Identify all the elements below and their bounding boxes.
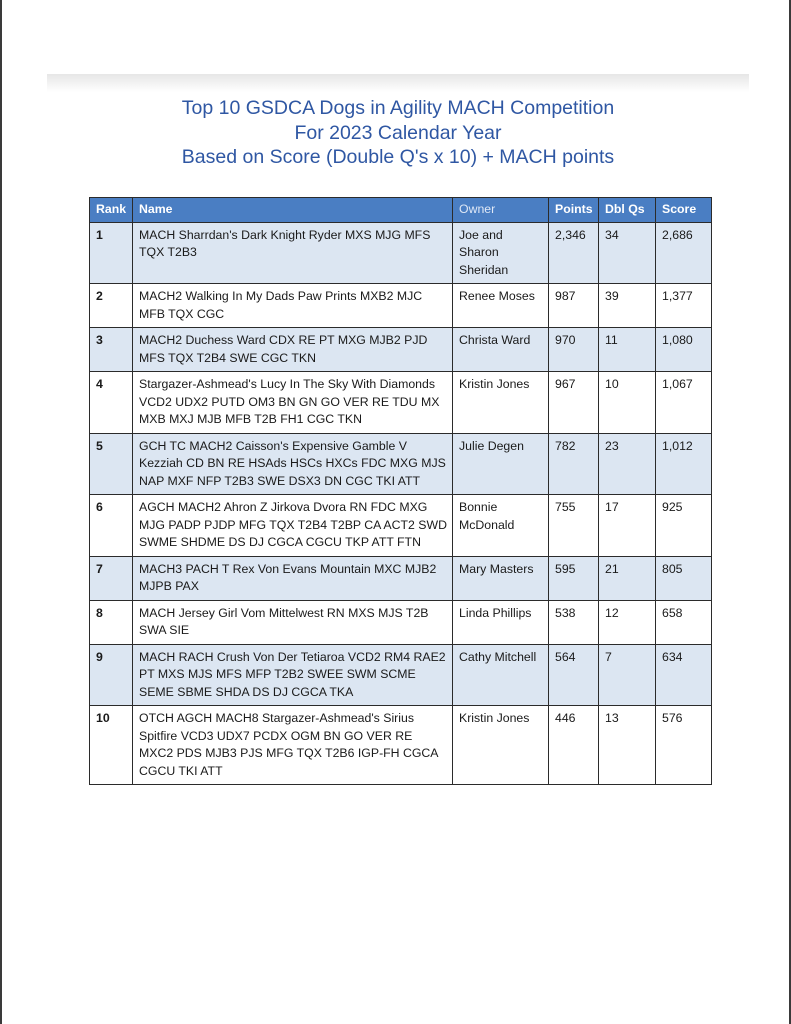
title-line-3: Based on Score (Double Q's x 10) + MACH points <box>181 146 615 168</box>
dbl-qs-cell: 34 <box>599 222 656 284</box>
table-row <box>90 706 712 785</box>
dog-name-cell: MACH3 PACH T Rex Von Evans Mountain MXC MJB2 MJPB PAX <box>133 556 453 600</box>
owner-cell: Christa Ward <box>453 328 549 372</box>
points-cell: 782 <box>549 433 599 495</box>
header-owner: Owner <box>453 198 549 223</box>
points-cell: 538 <box>549 600 599 644</box>
score-cell: 1,377 <box>656 284 712 328</box>
ranking-table <box>89 197 712 785</box>
title-line-1: Top 10 GSDCA Dogs in Agility MACH Competition <box>181 97 615 119</box>
table-row <box>90 433 712 495</box>
dog-name-cell: MACH Jersey Girl Vom Mittelwest RN MXS MJS T2B SWA SIE <box>133 600 453 644</box>
header-dbl-qs: Dbl Qs <box>599 198 656 223</box>
title-line-2: For 2023 Calendar Year <box>294 121 502 144</box>
dog-name-cell: OTCH AGCH MACH8 Stargazer-Ashmead's Sirius Spitfire VCD3 UDX7 PCDX OGM BN GO VER RE MXC2 PDS MJB3 PJS MFG TQX T2B6 IGP-FH CGCA CGCU TKI ATT <box>133 706 453 785</box>
points-cell: 564 <box>549 644 599 706</box>
score-cell: 2,686 <box>656 222 712 284</box>
owner-cell: Linda Phillips <box>453 600 549 644</box>
dbl-qs-cell: 23 <box>599 433 656 495</box>
rank-cell: 6 <box>90 495 133 557</box>
rank-cell: 4 <box>90 372 133 434</box>
dog-name-cell: MACH RACH Crush Von Der Tetiaroa VCD2 RM4 RAE2 PT MXS MJS MFS MFP T2B2 SWEE SWM SCME SEME SBME SHDA DS DJ CGCA TKA <box>133 644 453 706</box>
dog-name-cell: MACH2 Walking In My Dads Paw Prints MXB2 MJC MFB TQX CGC <box>133 284 453 328</box>
points-cell: 2,346 <box>549 222 599 284</box>
header-score: Score <box>656 198 712 223</box>
rank-cell: 5 <box>90 433 133 495</box>
dog-name-cell: AGCH MACH2 Ahron Z Jirkova Dvora RN FDC MXG MJG PADP PJDP MFG TQX T2B4 T2BP CA ACT2 SWD SWME SHDME DS DJ CGCA CGCU TKP ATT FTN <box>133 495 453 557</box>
page-title <box>47 96 749 170</box>
rank-cell: 2 <box>90 284 133 328</box>
owner-cell: Renee Moses <box>453 284 549 328</box>
owner-cell: Kristin Jones <box>453 372 549 434</box>
score-cell: 1,067 <box>656 372 712 434</box>
points-cell: 446 <box>549 706 599 785</box>
table-row <box>90 372 712 434</box>
rank-cell: 8 <box>90 600 133 644</box>
dbl-qs-cell: 17 <box>599 495 656 557</box>
rank-cell: 7 <box>90 556 133 600</box>
owner-cell: Julie Degen <box>453 433 549 495</box>
dog-name-cell: Stargazer-Ashmead's Lucy In The Sky With Diamonds VCD2 UDX2 PUTD OM3 BN GN GO VER RE TDU MX MXB MXJ MJB MFB T2B FH1 CGC TKN <box>133 372 453 434</box>
score-cell: 634 <box>656 644 712 706</box>
points-cell: 595 <box>549 556 599 600</box>
header-rank: Rank <box>90 198 133 223</box>
table-row <box>90 328 712 372</box>
score-cell: 1,012 <box>656 433 712 495</box>
rank-cell: 10 <box>90 706 133 785</box>
score-cell: 576 <box>656 706 712 785</box>
dbl-qs-cell: 7 <box>599 644 656 706</box>
dbl-qs-cell: 11 <box>599 328 656 372</box>
dbl-qs-cell: 13 <box>599 706 656 785</box>
table-row <box>90 495 712 557</box>
dbl-qs-cell: 39 <box>599 284 656 328</box>
owner-cell: Cathy Mitchell <box>453 644 549 706</box>
score-cell: 1,080 <box>656 328 712 372</box>
points-cell: 970 <box>549 328 599 372</box>
header-points: Points <box>549 198 599 223</box>
owner-cell: Bonnie McDonald <box>453 495 549 557</box>
table-row <box>90 284 712 328</box>
dog-name-cell: MACH Sharrdan's Dark Knight Ryder MXS MJG MFS TQX T2B3 <box>133 222 453 284</box>
rank-cell: 1 <box>90 222 133 284</box>
table-row <box>90 222 712 284</box>
table-row <box>90 556 712 600</box>
dog-name-cell: GCH TC MACH2 Caisson's Expensive Gamble V Kezziah CD BN RE HSAds HSCs HXCs FDC MXG MJS NAP MXF NFP T2B3 SWE DSX3 DN CGC TKI ATT <box>133 433 453 495</box>
dog-name-cell: MACH2 Duchess Ward CDX RE PT MXG MJB2 PJD MFS TQX T2B4 SWE CGC TKN <box>133 328 453 372</box>
owner-cell: Kristin Jones <box>453 706 549 785</box>
dbl-qs-cell: 10 <box>599 372 656 434</box>
table-row <box>90 644 712 706</box>
score-cell: 805 <box>656 556 712 600</box>
table-row <box>90 600 712 644</box>
points-cell: 967 <box>549 372 599 434</box>
score-cell: 658 <box>656 600 712 644</box>
owner-cell: Joe and Sharon Sheridan <box>453 222 549 284</box>
table-header-row <box>90 198 712 223</box>
points-cell: 987 <box>549 284 599 328</box>
owner-cell: Mary Masters <box>453 556 549 600</box>
rank-cell: 9 <box>90 644 133 706</box>
page-top-shadow <box>47 74 749 92</box>
rank-cell: 3 <box>90 328 133 372</box>
dbl-qs-cell: 21 <box>599 556 656 600</box>
dbl-qs-cell: 12 <box>599 600 656 644</box>
points-cell: 755 <box>549 495 599 557</box>
frame-left-edge <box>0 0 2 1024</box>
score-cell: 925 <box>656 495 712 557</box>
header-name: Name <box>133 198 453 223</box>
